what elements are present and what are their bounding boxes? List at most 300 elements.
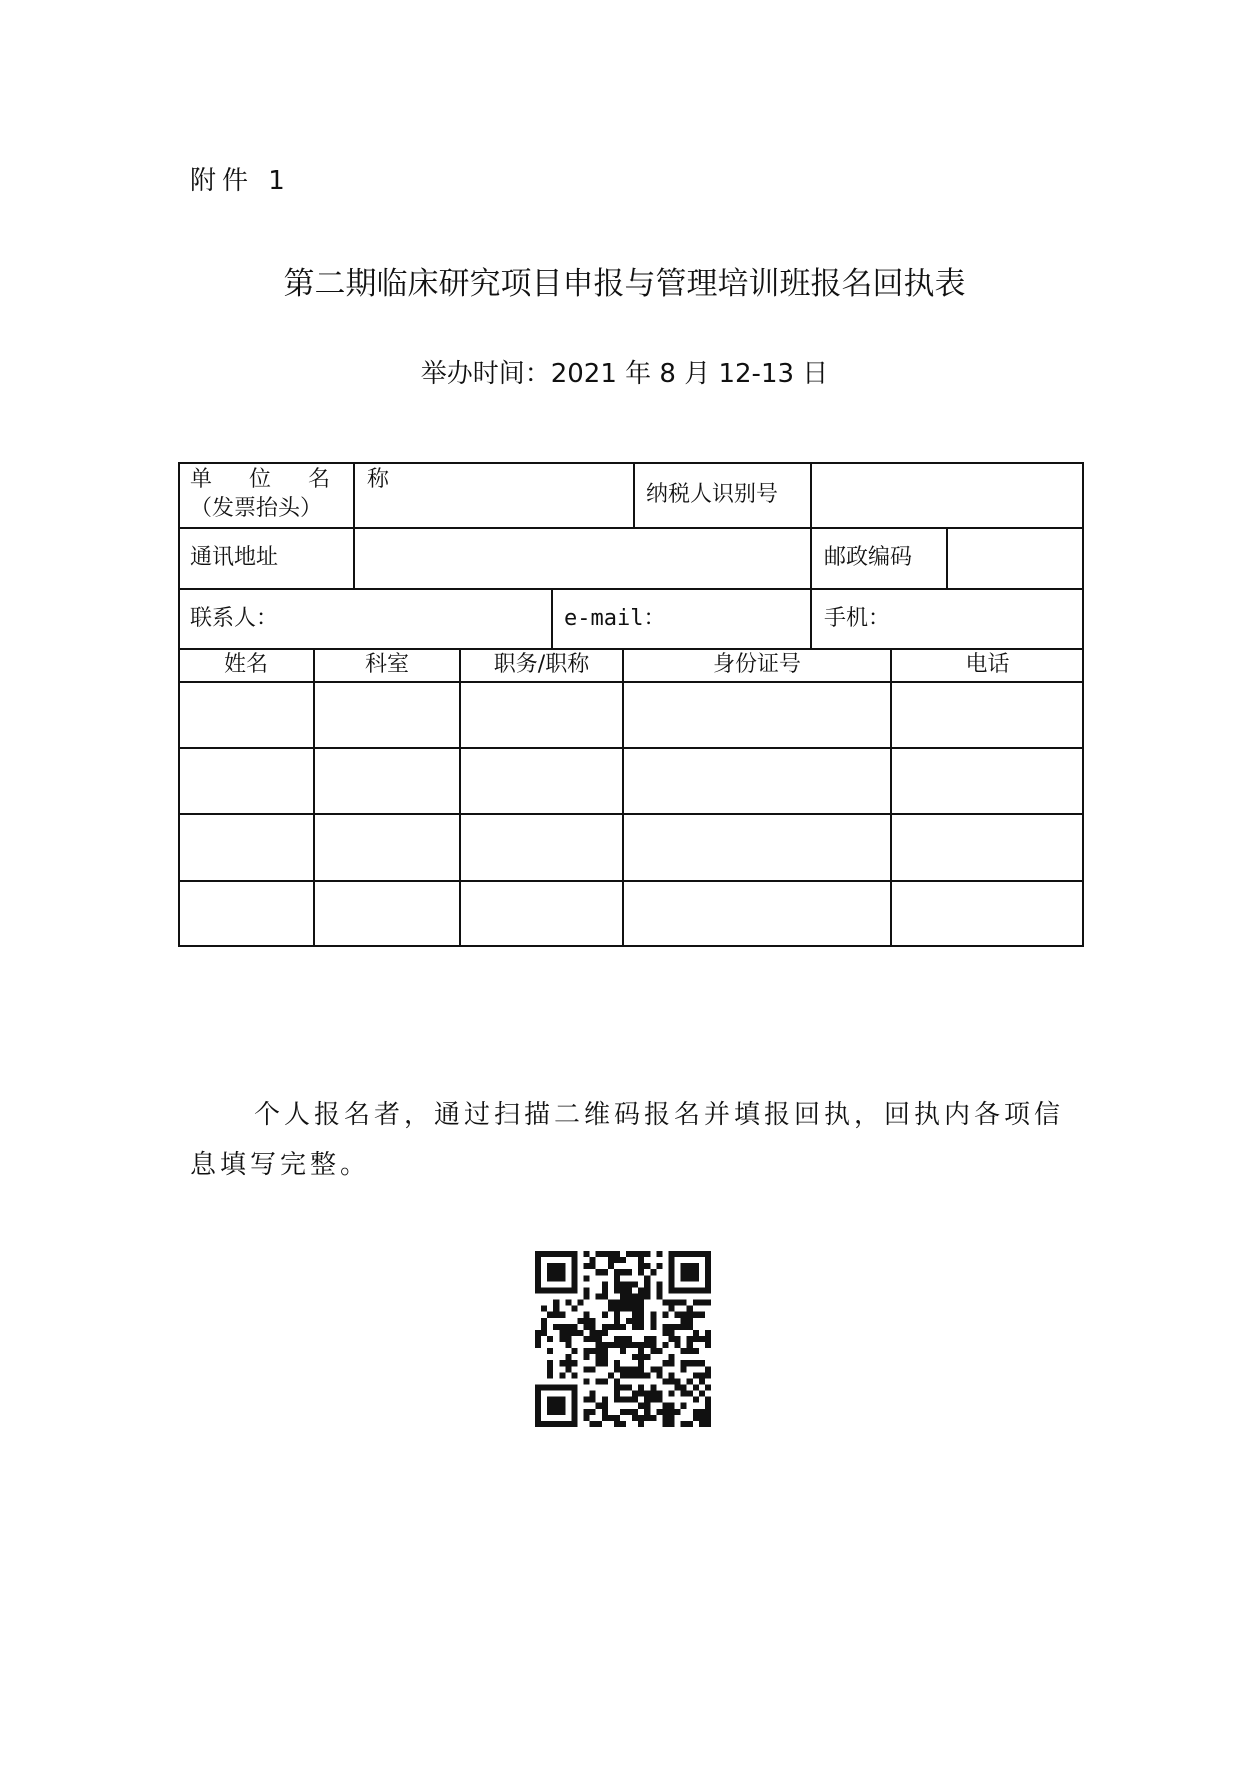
qr-module — [675, 1312, 681, 1318]
qr-module — [602, 1281, 608, 1287]
qr-module — [590, 1330, 596, 1336]
qr-module — [547, 1348, 553, 1354]
qr-module — [669, 1409, 675, 1415]
qr-module — [541, 1287, 547, 1293]
qr-module — [638, 1287, 644, 1293]
qr-module — [681, 1360, 687, 1366]
name-cell[interactable] — [182, 818, 310, 877]
qr-module — [650, 1366, 656, 1372]
qr-module — [662, 1312, 668, 1318]
qr-module — [638, 1312, 644, 1318]
qr-module — [638, 1415, 644, 1421]
qr-module — [602, 1354, 608, 1360]
qr-module — [626, 1318, 632, 1324]
qr-module — [584, 1415, 590, 1421]
id-number-cell[interactable] — [627, 818, 887, 877]
qr-module — [584, 1318, 590, 1324]
qr-module — [626, 1287, 632, 1293]
qr-module — [626, 1306, 632, 1312]
qr-module — [584, 1287, 590, 1293]
qr-module — [638, 1269, 644, 1275]
qr-module — [632, 1324, 638, 1330]
qr-module — [644, 1415, 650, 1421]
qr-module — [559, 1330, 565, 1336]
qr-module — [638, 1251, 644, 1257]
qr-module — [626, 1336, 632, 1342]
qr-module — [656, 1366, 662, 1372]
qr-module — [541, 1421, 547, 1427]
qr-module — [614, 1306, 620, 1312]
qr-module — [553, 1385, 559, 1391]
qr-module — [681, 1421, 687, 1427]
phone-cell[interactable] — [895, 752, 1080, 810]
qr-module — [608, 1342, 614, 1348]
email-label[interactable]: e-mail： — [564, 606, 666, 631]
qr-module — [614, 1378, 620, 1384]
qr-module — [559, 1421, 565, 1427]
qr-module — [590, 1409, 596, 1415]
id-number-cell[interactable] — [627, 752, 887, 810]
qr-module — [547, 1269, 553, 1275]
qr-module — [693, 1300, 699, 1306]
qr-module — [559, 1269, 565, 1275]
qr-module — [571, 1306, 577, 1312]
qr-module — [547, 1251, 553, 1257]
postcode-label: 邮政编码 — [824, 545, 913, 570]
qr-module — [669, 1275, 675, 1281]
qr-module — [632, 1372, 638, 1378]
qr-module — [705, 1397, 711, 1403]
registration-note: 个人报名者，通过扫描二维码报名并填报回执，回执内各项信息填写完整。 — [190, 1100, 1065, 1180]
id-number-cell[interactable] — [627, 686, 887, 744]
qr-module — [705, 1372, 711, 1378]
department-cell[interactable] — [318, 818, 456, 877]
qr-module — [541, 1330, 547, 1336]
qr-module — [565, 1287, 571, 1293]
qr-module — [638, 1403, 644, 1409]
qr-module — [620, 1342, 626, 1348]
qr-module — [620, 1281, 626, 1287]
qr-module — [535, 1330, 541, 1336]
qr-module — [584, 1354, 590, 1360]
qr-module — [608, 1324, 614, 1330]
qr-module — [590, 1324, 596, 1330]
phone-cell[interactable] — [895, 818, 1080, 877]
qr-module — [596, 1421, 602, 1427]
qr-module — [535, 1385, 541, 1391]
qr-module — [559, 1287, 565, 1293]
qr-module — [535, 1415, 541, 1421]
qr-module — [547, 1263, 553, 1269]
qr-module — [596, 1378, 602, 1384]
qr-module — [705, 1275, 711, 1281]
qr-module — [662, 1360, 668, 1366]
phone-cell[interactable] — [895, 885, 1080, 943]
qr-module — [614, 1397, 620, 1403]
qr-module — [699, 1251, 705, 1257]
qr-module — [681, 1275, 687, 1281]
qr-module — [693, 1415, 699, 1421]
qr-module — [644, 1251, 650, 1257]
qr-module — [662, 1403, 668, 1409]
qr-module — [535, 1397, 541, 1403]
qr-module — [596, 1336, 602, 1342]
qr-module — [626, 1372, 632, 1378]
qr-module — [602, 1397, 608, 1403]
qr-module — [638, 1318, 644, 1324]
qr-module — [571, 1251, 577, 1257]
qr-module — [705, 1385, 711, 1391]
qr-module — [620, 1385, 626, 1391]
qr-module — [535, 1391, 541, 1397]
qr-module — [650, 1324, 656, 1330]
contact-label[interactable]: 联系人： — [190, 606, 279, 631]
qr-module — [590, 1263, 596, 1269]
qr-module — [626, 1281, 632, 1287]
qr-module — [632, 1409, 638, 1415]
qr-module — [620, 1397, 626, 1403]
qr-module — [571, 1269, 577, 1275]
qr-module — [614, 1257, 620, 1263]
qr-module — [687, 1360, 693, 1366]
name-cell[interactable] — [182, 686, 310, 744]
qr-module — [656, 1348, 662, 1354]
qr-module — [602, 1378, 608, 1384]
taxpayer-id-field[interactable] — [815, 466, 1080, 524]
qr-module — [705, 1330, 711, 1336]
header-position: 职务/职称 — [493, 652, 590, 677]
qr-module — [650, 1385, 656, 1391]
qr-module — [602, 1287, 608, 1293]
qr-module — [693, 1330, 699, 1336]
qr-module — [687, 1306, 693, 1312]
qr-code-icon[interactable] — [535, 1251, 711, 1427]
qr-module — [602, 1251, 608, 1257]
qr-module — [687, 1275, 693, 1281]
qr-module — [638, 1300, 644, 1306]
qr-module — [602, 1324, 608, 1330]
qr-module — [620, 1409, 626, 1415]
qr-module — [693, 1251, 699, 1257]
qr-module — [614, 1275, 620, 1281]
qr-module — [626, 1366, 632, 1372]
qr-module — [584, 1378, 590, 1384]
qr-module — [565, 1360, 571, 1366]
qr-module — [584, 1275, 590, 1281]
qr-module — [620, 1257, 626, 1263]
qr-module — [644, 1275, 650, 1281]
qr-module — [553, 1251, 559, 1257]
qr-module — [644, 1287, 650, 1293]
qr-module — [681, 1366, 687, 1372]
qr-module — [669, 1300, 675, 1306]
qr-module — [644, 1391, 650, 1397]
qr-module — [559, 1409, 565, 1415]
qr-module — [620, 1293, 626, 1299]
qr-module — [535, 1263, 541, 1269]
qr-module — [614, 1251, 620, 1257]
qr-module — [644, 1281, 650, 1287]
qr-module — [632, 1306, 638, 1312]
qr-module — [590, 1336, 596, 1342]
qr-module — [650, 1342, 656, 1348]
department-cell[interactable] — [318, 752, 456, 810]
qr-module — [626, 1342, 632, 1348]
qr-module — [662, 1378, 668, 1384]
qr-module — [699, 1312, 705, 1318]
qr-module — [584, 1336, 590, 1342]
position-cell[interactable] — [464, 885, 619, 943]
qr-module — [632, 1342, 638, 1348]
qr-module — [638, 1360, 644, 1366]
qr-module — [596, 1293, 602, 1299]
mobile-label[interactable]: 手机： — [824, 606, 891, 631]
qr-module — [632, 1366, 638, 1372]
qr-module — [571, 1360, 577, 1366]
qr-module — [596, 1348, 602, 1354]
qr-module — [669, 1287, 675, 1293]
qr-module — [650, 1336, 656, 1342]
qr-module — [553, 1287, 559, 1293]
qr-module — [571, 1415, 577, 1421]
qr-module — [596, 1251, 602, 1257]
qr-module — [656, 1263, 662, 1269]
qr-module — [614, 1287, 620, 1293]
qr-module — [547, 1403, 553, 1409]
qr-module — [638, 1385, 644, 1391]
qr-module — [669, 1251, 675, 1257]
qr-module — [596, 1354, 602, 1360]
qr-module — [553, 1421, 559, 1427]
qr-module — [699, 1336, 705, 1342]
qr-module — [687, 1342, 693, 1348]
qr-module — [620, 1372, 626, 1378]
qr-module — [565, 1354, 571, 1360]
qr-module — [608, 1263, 614, 1269]
qr-module — [620, 1324, 626, 1330]
qr-module — [584, 1263, 590, 1269]
qr-module — [565, 1324, 571, 1330]
qr-module — [584, 1397, 590, 1403]
qr-module — [705, 1403, 711, 1409]
qr-module — [559, 1372, 565, 1378]
qr-module — [547, 1372, 553, 1378]
position-cell[interactable] — [464, 752, 619, 810]
qr-module — [584, 1348, 590, 1354]
qr-module — [565, 1251, 571, 1257]
qr-module — [590, 1348, 596, 1354]
qr-module — [705, 1421, 711, 1427]
qr-module — [705, 1287, 711, 1293]
position-cell[interactable] — [464, 818, 619, 877]
qr-module — [614, 1269, 620, 1275]
qr-module — [693, 1336, 699, 1342]
qr-module — [547, 1421, 553, 1427]
qr-module — [626, 1269, 632, 1275]
qr-module — [620, 1366, 626, 1372]
qr-module — [687, 1378, 693, 1384]
qr-module — [662, 1421, 668, 1427]
qr-module — [565, 1300, 571, 1306]
qr-module — [590, 1318, 596, 1324]
qr-module — [577, 1300, 583, 1306]
qr-module — [638, 1421, 644, 1427]
qr-module — [608, 1300, 614, 1306]
qr-module — [644, 1293, 650, 1299]
qr-module — [541, 1324, 547, 1330]
qr-module — [656, 1293, 662, 1299]
qr-module — [541, 1251, 547, 1257]
qr-module — [687, 1336, 693, 1342]
qr-module — [553, 1275, 559, 1281]
qr-module — [602, 1409, 608, 1415]
qr-module — [559, 1263, 565, 1269]
qr-module — [535, 1421, 541, 1427]
qr-module — [699, 1378, 705, 1384]
qr-module — [669, 1257, 675, 1263]
name-cell[interactable] — [182, 885, 310, 943]
qr-module — [553, 1312, 559, 1318]
qr-module — [669, 1421, 675, 1427]
qr-module — [559, 1336, 565, 1342]
qr-module — [705, 1342, 711, 1348]
qr-module — [669, 1360, 675, 1366]
header-id-number: 身份证号 — [712, 652, 801, 677]
qr-module — [675, 1287, 681, 1293]
qr-module — [638, 1342, 644, 1348]
qr-module — [602, 1348, 608, 1354]
qr-module — [559, 1251, 565, 1257]
qr-module — [632, 1293, 638, 1299]
qr-module — [553, 1306, 559, 1312]
qr-module — [553, 1263, 559, 1269]
qr-module — [535, 1336, 541, 1342]
qr-module — [614, 1300, 620, 1306]
qr-module — [681, 1348, 687, 1354]
qr-module — [675, 1300, 681, 1306]
qr-module — [681, 1300, 687, 1306]
unit-name-field[interactable] — [358, 466, 630, 524]
qr-module — [705, 1415, 711, 1421]
phone-cell[interactable] — [895, 686, 1080, 744]
qr-module — [669, 1324, 675, 1330]
qr-module — [699, 1391, 705, 1397]
qr-module — [602, 1269, 608, 1275]
qr-module — [632, 1415, 638, 1421]
department-cell[interactable] — [318, 686, 456, 744]
qr-module — [638, 1354, 644, 1360]
qr-module — [693, 1269, 699, 1275]
qr-module — [687, 1251, 693, 1257]
qr-module — [535, 1257, 541, 1263]
qr-module — [584, 1324, 590, 1330]
qr-module — [705, 1263, 711, 1269]
qr-module — [608, 1306, 614, 1312]
qr-module — [681, 1403, 687, 1409]
qr-module — [662, 1324, 668, 1330]
qr-module — [662, 1342, 668, 1348]
qr-module — [632, 1354, 638, 1360]
qr-module — [632, 1318, 638, 1324]
qr-module — [614, 1318, 620, 1324]
qr-module — [620, 1336, 626, 1342]
qr-module — [565, 1330, 571, 1336]
qr-module — [571, 1257, 577, 1263]
qr-module — [632, 1391, 638, 1397]
qr-module — [705, 1366, 711, 1372]
qr-module — [650, 1415, 656, 1421]
qr-module — [620, 1269, 626, 1275]
qr-module — [650, 1312, 656, 1318]
qr-module — [669, 1415, 675, 1421]
qr-module — [675, 1342, 681, 1348]
qr-module — [535, 1251, 541, 1257]
qr-module — [638, 1257, 644, 1263]
qr-module — [571, 1348, 577, 1354]
qr-module — [614, 1281, 620, 1287]
qr-module — [620, 1300, 626, 1306]
qr-module — [571, 1281, 577, 1287]
qr-module — [553, 1300, 559, 1306]
qr-module — [687, 1287, 693, 1293]
qr-module — [669, 1391, 675, 1397]
qr-module — [687, 1391, 693, 1397]
qr-module — [705, 1300, 711, 1306]
qr-module — [632, 1312, 638, 1318]
qr-module — [535, 1403, 541, 1409]
qr-module — [632, 1300, 638, 1306]
qr-module — [638, 1324, 644, 1330]
qr-module — [584, 1312, 590, 1318]
qr-module — [547, 1312, 553, 1318]
qr-module — [584, 1251, 590, 1257]
qr-module — [614, 1385, 620, 1391]
address-field[interactable] — [358, 532, 807, 585]
qr-module — [547, 1360, 553, 1366]
qr-module — [675, 1409, 681, 1415]
position-cell[interactable] — [464, 686, 619, 744]
qr-module — [632, 1251, 638, 1257]
qr-module — [638, 1306, 644, 1312]
qr-module — [681, 1312, 687, 1318]
qr-module — [535, 1269, 541, 1275]
qr-module — [699, 1372, 705, 1378]
qr-module — [626, 1385, 632, 1391]
qr-module — [687, 1263, 693, 1269]
qr-module — [662, 1300, 668, 1306]
qr-module — [590, 1257, 596, 1263]
qr-module — [571, 1330, 577, 1336]
qr-module — [571, 1391, 577, 1397]
qr-module — [669, 1263, 675, 1269]
qr-module — [675, 1378, 681, 1384]
qr-module — [565, 1421, 571, 1427]
qr-module — [681, 1269, 687, 1275]
qr-module — [699, 1409, 705, 1415]
qr-module — [596, 1269, 602, 1275]
qr-module — [693, 1348, 699, 1354]
qr-module — [614, 1360, 620, 1366]
department-cell[interactable] — [318, 885, 456, 943]
qr-module — [577, 1330, 583, 1336]
qr-module — [675, 1324, 681, 1330]
event-date: 举办时间：2021 年 8 月 12-13 日 — [420, 359, 829, 389]
name-cell[interactable] — [182, 752, 310, 810]
qr-module — [571, 1372, 577, 1378]
postcode-field[interactable] — [951, 532, 1080, 585]
qr-module — [693, 1360, 699, 1366]
id-number-cell[interactable] — [627, 885, 887, 943]
